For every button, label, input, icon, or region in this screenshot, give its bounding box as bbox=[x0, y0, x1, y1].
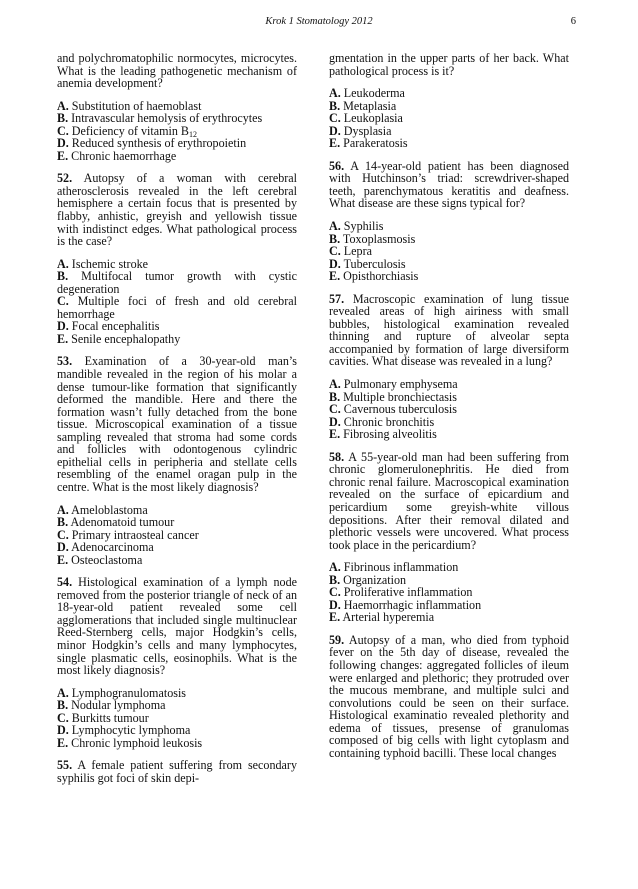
answer-option: E. Parakeratosis bbox=[329, 136, 408, 151]
answer-option: A. Ameloblastoma bbox=[57, 502, 148, 517]
answer-option: E. Osteoclastoma bbox=[57, 552, 143, 567]
answer-option: A. Fibrinous inflammation bbox=[329, 560, 459, 575]
answer-option: D. Dysplasia bbox=[329, 123, 392, 138]
question-text: 59. Autopsy of a man, who died from typhoid fever on the 5th day of disease, revealed the following changes: aggregated follicles of ileum were enlarged and plethoric; they protruded over the mucous membrane, and multiple sulci and convolutions could be seen on their surface. Histological examinatio revealed plethority and edema of tissues, presense of granulomas composed of big cells with light cytoplasm and containing typhoid bacilli. These local changes bbox=[329, 632, 569, 760]
answer-option: A. Leukoderma bbox=[329, 86, 405, 101]
question-text: 54. Histological examination of a lymph node removed from the posterior triangle of neck of an 18-year-old patient revealed some cell agglomerations that included single multinuclear Reed-Sternberg cells, major Hodgkin’s cells, minor Hodgkin’s cells and many lymphocytes, single plasmatic cells, eosinophils. What is the most likely diagnosis? bbox=[57, 575, 297, 678]
right-column bbox=[329, 52, 569, 759]
question-text: 56. A 14-year-old patient has been diagnosed with Hutchinson’s triad: screwdriver-shaped teeth, parenchymatous keratitis and deafness. What disease are these signs typical for? bbox=[329, 158, 570, 211]
answer-option: A. Substitution of haemoblast bbox=[57, 98, 202, 113]
answer-option: D. Haemorrhagic inflammation bbox=[329, 597, 482, 612]
left-column bbox=[57, 52, 297, 784]
question-text: 58. A 55-year-old man had been suffering from chronic glomerulonephritis. He died from chronic renal failure. Macroscopical examination revealed on the surface of epicardium and pericardium some greyish-white villous depositions. After their removal dilated and plethoric vessels were uncovered. What process took place in the pericardium? bbox=[329, 449, 570, 552]
question-59 bbox=[329, 634, 569, 759]
answer-option: C. Deficiency of vitamin $B_{12}$ bbox=[57, 123, 198, 139]
page-header bbox=[0, 16, 638, 30]
answer-option: A. Syphilis bbox=[329, 219, 384, 234]
question-text: 53. Examination of a 30-year-old man’s mandible revealed in the region of his molar a dense tumour-like formation that significantly deformed the mandible. Here and there the formation wasn’t fully detached from the bone tissue. Microscopical examination of a tissue sampling revealed that stroma had some cords and follicles with odontogenous cylindric epithelial cells in peripheria and stellate cells resembling of the enamel oragan pulp in the centre. What is the most likely diagnosis? bbox=[57, 354, 297, 494]
subscript: 12 bbox=[189, 129, 198, 139]
question-56 bbox=[329, 160, 569, 283]
answer-option: C. Leukoplasia bbox=[329, 111, 403, 126]
answer-option: D. Reduced synthesis of erythropoietin bbox=[57, 136, 247, 151]
answer-option: D. Chronic bronchitis bbox=[329, 414, 435, 429]
answer-option: C. Multiple foci of fresh and old cerebral hemorrhage bbox=[57, 294, 297, 321]
answer-option: B. Intravascular hemolysis of erythrocytes bbox=[57, 111, 263, 126]
question-text: 55. A female patient suffering from secondary syphilis got foci of skin depi- bbox=[57, 758, 297, 785]
answer-option: E. Arterial hyperemia bbox=[329, 610, 435, 625]
question-54 bbox=[57, 576, 297, 749]
question-53 bbox=[57, 355, 297, 566]
question-text: gmentation in the upper parts of her back. What pathological process is it? bbox=[329, 51, 569, 78]
answer-option: C. Burkitts tumour bbox=[57, 710, 149, 725]
answer-option: C. Lepra bbox=[329, 244, 372, 259]
answer-option: B. Multifocal tumor growth with cystic degeneration bbox=[57, 269, 297, 296]
question-58 bbox=[329, 451, 569, 624]
answer-option: B. Organization bbox=[329, 572, 407, 587]
answer-option: C. Primary intraosteal cancer bbox=[57, 527, 199, 542]
question-51-continuation bbox=[57, 52, 297, 162]
answer-option: D. Lymphocytic lymphoma bbox=[57, 723, 191, 738]
answer-option: B. Metaplasia bbox=[329, 98, 397, 113]
answer-option: A. Lymphogranulomatosis bbox=[57, 685, 187, 700]
header-title: Krok 1 Stomatology 2012 bbox=[265, 16, 373, 27]
answer-option: C. Cavernous tuberculosis bbox=[329, 402, 457, 417]
answer-option: A. Ischemic stroke bbox=[57, 256, 149, 271]
answer-option: D. Adenocarcinoma bbox=[57, 540, 154, 555]
question-text: 52. Autopsy of a woman with cerebral atherosclerosis revealed in the left cerebral hemisphere a certain focus that is presented by flabby, anhistic, greyish and yellowish tissue with indistinct edges. What pathological process is the case? bbox=[57, 171, 297, 249]
answer-option: E. Senile encephalopathy bbox=[57, 331, 181, 346]
answer-option: B. Nodular lymphoma bbox=[57, 698, 166, 713]
answer-option: A. Pulmonary emphysema bbox=[329, 377, 458, 392]
page-number: 6 bbox=[570, 16, 576, 27]
answer-option: E. Fibrosing alveolitis bbox=[329, 427, 437, 442]
question-57 bbox=[329, 293, 569, 441]
question-55-continuation bbox=[329, 52, 569, 150]
question-text: 57. Macroscopic examination of lung tissue revealed areas of high airiness with small bubbles, histological examination revealed thinning and rupture of alveolar septa accompanied by formation of large diversiform cavities. What disease was revealed in a lung? bbox=[329, 291, 569, 369]
answer-option: E. Opisthorchiasis bbox=[329, 269, 419, 284]
question-text: and polychromatophilic normocytes, microcytes. What is the leading pathogenetic mechanism of anemia development? bbox=[57, 51, 297, 91]
answer-option: B. Toxoplasmosis bbox=[329, 231, 416, 246]
question-55-start bbox=[57, 759, 297, 784]
answer-option: E. Chronic haemorrhage bbox=[57, 148, 177, 163]
question-52 bbox=[57, 172, 297, 345]
answer-option: C. Proliferative inflammation bbox=[329, 585, 473, 600]
answer-option: D. Focal encephalitis bbox=[57, 319, 160, 334]
answer-option: B. Multiple bronchiectasis bbox=[329, 389, 457, 404]
answer-option: E. Chronic lymphoid leukosis bbox=[57, 735, 203, 750]
answer-option: D. Tuberculosis bbox=[329, 256, 406, 271]
answer-option: B. Adenomatoid tumour bbox=[57, 515, 175, 530]
